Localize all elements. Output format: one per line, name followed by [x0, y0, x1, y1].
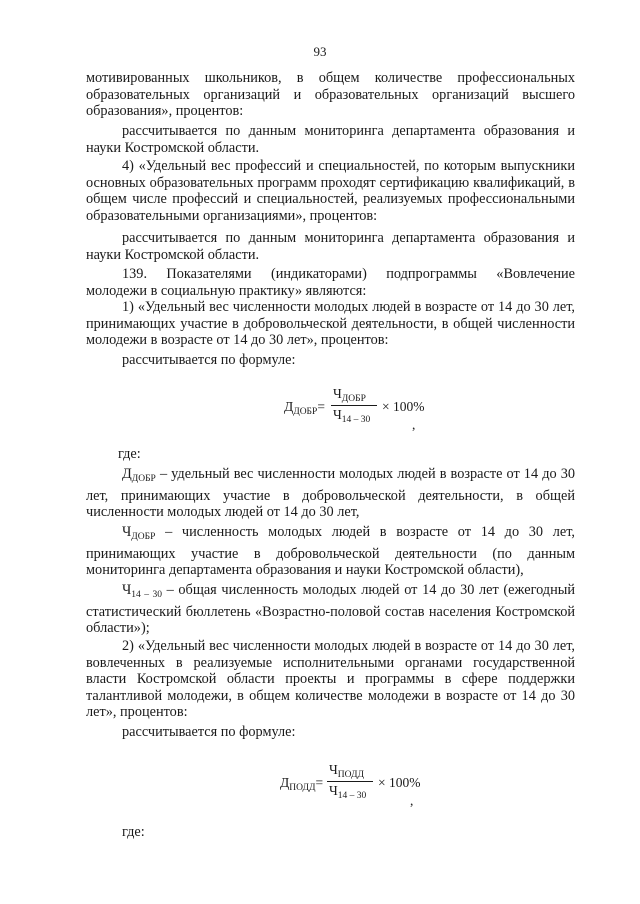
paragraph: мотивированных школьников, в общем количестве профессиональных образовательных организаций и образовательных организаций высшего образования», процентов: [86, 70, 575, 120]
formula-denominator: $Ч_{14 - 30}$ [333, 407, 371, 425]
paragraph: где: [122, 824, 145, 840]
paragraph: рассчитывается по формуле: [122, 352, 296, 368]
page-number: 93 [313, 44, 327, 59]
formula-fraction [327, 762, 375, 802]
paragraph: 2) «Удельный вес численности молодых людей в возрасте от 14 до 30 лет, вовлеченных в реализуемые исполнительными органами государственной власти Костромской области проекты и программы в сфере поддержки талантливой молодежи, в общем количестве молодежи в возрасте от 14 до 30 лет», процентов: [86, 638, 575, 721]
symbol-ch-dobr: $Ч_{ДОБР}$ [122, 524, 156, 542]
formula-numerator: $Ч_{ПОДД}$ [329, 762, 364, 780]
paragraph: где: [118, 446, 141, 462]
formula-lhs: $Д_{ДОБР}=$ [284, 399, 325, 417]
formula-fraction [331, 386, 379, 426]
paragraph: рассчитывается по данным мониторинга департамента образования и науки Костромской области. [86, 123, 575, 156]
formula-lhs: $Д_{ПОДД}=$ [280, 775, 324, 793]
formula-comma: , [412, 417, 416, 432]
symbol-ch-14-30: $Ч_{14 - 30}$ [122, 582, 162, 600]
formula-numerator: $Ч_{ДОБР}$ [333, 386, 366, 404]
fraction-bar [327, 781, 373, 782]
definition-ch-dobr: $Ч_{ДОБР}$ – численность молодых людей в возрасте от 14 до 30 лет, принимающих участие в добровольческой деятельности (по данным мониторинга департамента образования и науки Костромской области), [86, 524, 575, 579]
definition-dobr: $Д_{ДОБР}$ – удельный вес численности молодых людей в возрасте от 14 до 30 лет, принимающих участие в добровольческой деятельности, в общей численности молодых людей от 14 до 30 лет, [86, 466, 575, 521]
paragraph: 139. Показателями (индикаторами) подпрограммы «Вовлечение молодежи в социальную практику» являются: [86, 266, 575, 299]
paragraph: 4) «Удельный вес профессий и специальностей, по которым выпускники основных образовательных программ проходят сертификацию квалификаций, в общем числе профессий и специальностей, реализуемых профессиональными образовательными организациями», процентов: [86, 158, 575, 224]
paragraph: рассчитывается по данным мониторинга департамента образования и науки Костромской области. [86, 230, 575, 263]
formula-dobr [284, 386, 434, 436]
formula-multiplier: × 100% [382, 399, 425, 414]
fraction-bar [331, 405, 377, 406]
paragraph: 1) «Удельный вес численности молодых людей в возрасте от 14 до 30 лет, принимающих участие в добровольческой деятельности, в общей численности молодежи в возрасте от 14 до 30 лет», процентов: [86, 299, 575, 349]
definition-ch-14-30: $Ч_{14 - 30}$ – общая численность молодых людей от 14 до 30 лет (ежегодный статистический бюллетень «Возрастно-половой состав населения Костромской области»); [86, 582, 575, 637]
symbol-d-dobr: $Д_{ДОБР}$ [122, 466, 156, 484]
formula-denominator: $Ч_{14 - 30}$ [329, 783, 367, 801]
formula-podd [280, 762, 430, 812]
formula-comma: , [410, 793, 414, 808]
paragraph: рассчитывается по формуле: [122, 724, 296, 740]
formula-multiplier: × 100% [378, 775, 421, 790]
